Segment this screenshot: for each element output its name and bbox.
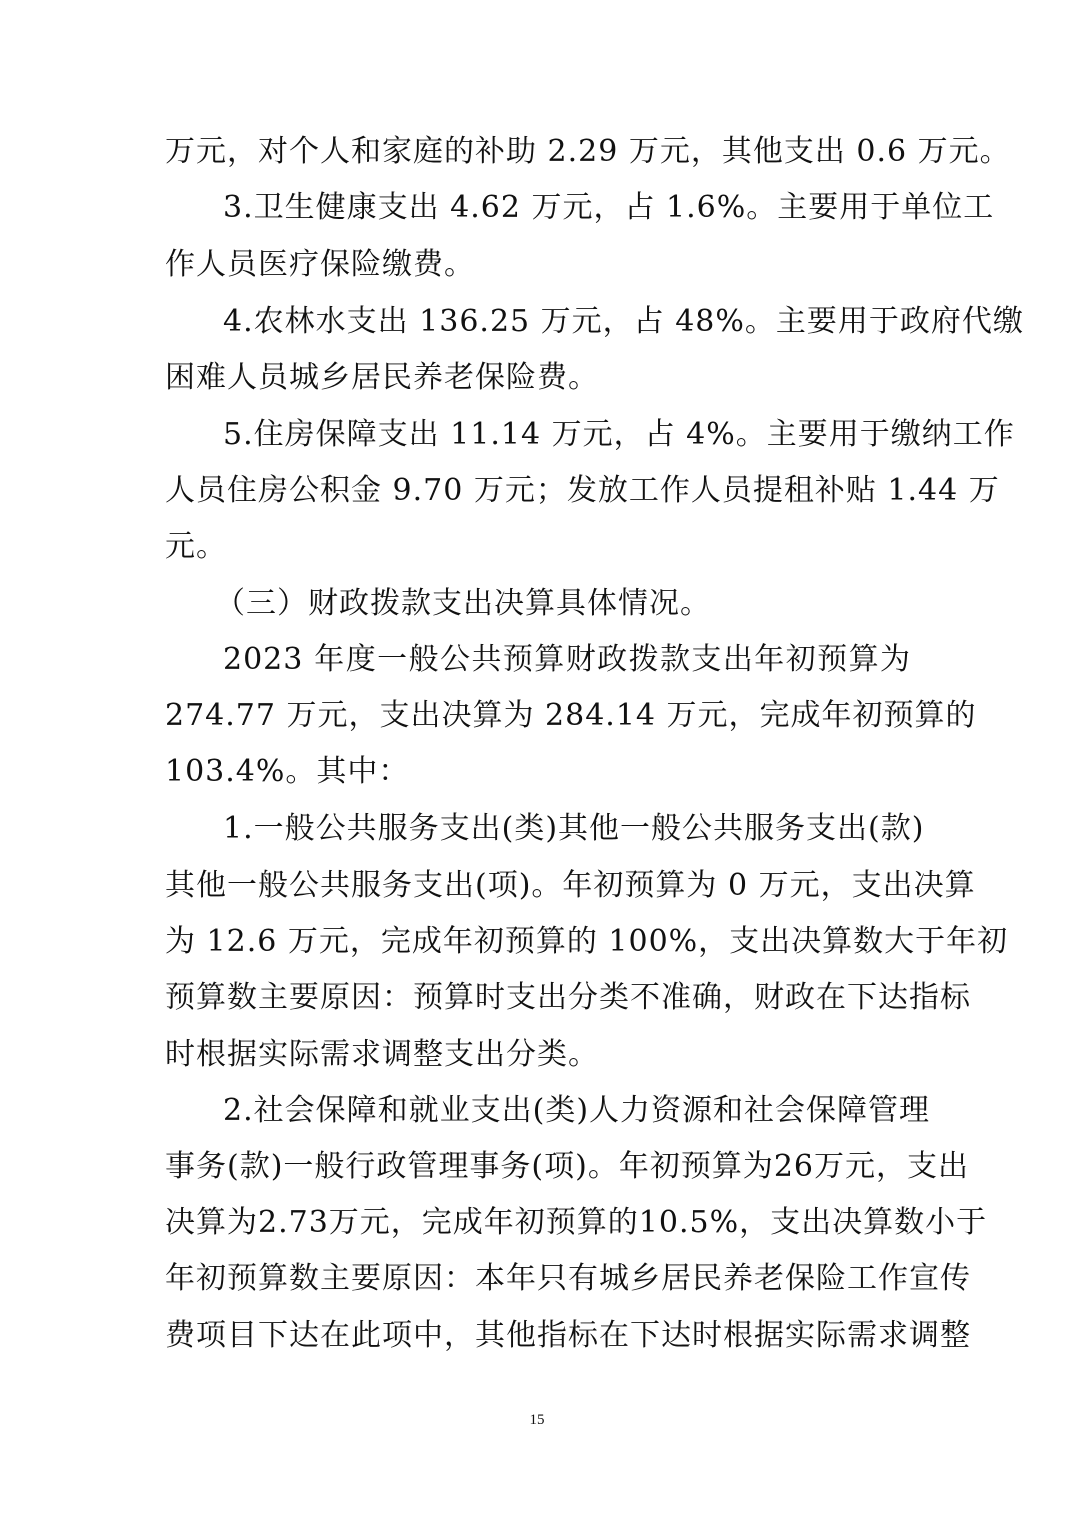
text-line: 其他一般公共服务支出(项)。年初预算为 0 万元，支出决算 bbox=[165, 868, 976, 903]
text-line: 为 12.6 万元，完成年初预算的 100%，支出决算数大于年初 bbox=[165, 924, 1009, 959]
text-line: 274.77 万元，支出决算为 284.14 万元，完成年初预算的 bbox=[165, 698, 977, 733]
text-line: 103.4%。其中： bbox=[165, 754, 410, 789]
text-line: 元。 bbox=[165, 529, 227, 564]
text-line: 年初预算数主要原因：本年只有城乡居民养老保险工作宣传 bbox=[165, 1261, 971, 1296]
text-line: 人员住房公积金 9.70 万元；发放工作人员提租补贴 1.44 万 bbox=[165, 473, 1000, 508]
text-line: 5.住房保障支出 11.14 万元，占 4%。主要用于缴纳工作 bbox=[223, 417, 1015, 452]
text-line: 事务(款)一般行政管理事务(项)。年初预算为26万元，支出 bbox=[165, 1149, 969, 1184]
text-line: 2023 年度一般公共预算财政拨款支出年初预算为 bbox=[223, 642, 911, 677]
text-line: 万元，对个人和家庭的补助 2.29 万元，其他支出 0.6 万元。 bbox=[165, 134, 1011, 169]
page-number: 15 bbox=[529, 1412, 545, 1428]
text-line: 时根据实际需求调整支出分类。 bbox=[165, 1037, 599, 1072]
text-line: 1.一般公共服务支出(类)其他一般公共服务支出(款) bbox=[223, 811, 925, 846]
text-line: 费项目下达在此项中，其他指标在下达时根据实际需求调整 bbox=[165, 1318, 971, 1353]
text-line: 2.社会保障和就业支出(类)人力资源和社会保障管理 bbox=[223, 1093, 931, 1128]
text-line: 决算为2.73万元，完成年初预算的10.5%，支出决算数小于 bbox=[165, 1205, 988, 1240]
section-heading: （三）财政拨款支出决算具体情况。 bbox=[215, 586, 711, 621]
text-line: 预算数主要原因：预算时支出分类不准确，财政在下达指标 bbox=[165, 980, 971, 1015]
text-line: 4.农林水支出 136.25 万元，占 48%。主要用于政府代缴 bbox=[223, 304, 1024, 339]
text-line: 作人员医疗保险缴费。 bbox=[165, 247, 475, 282]
text-line: 3.卫生健康支出 4.62 万元，占 1.6%。主要用于单位工 bbox=[223, 190, 995, 225]
text-line: 困难人员城乡居民养老保险费。 bbox=[165, 360, 599, 395]
